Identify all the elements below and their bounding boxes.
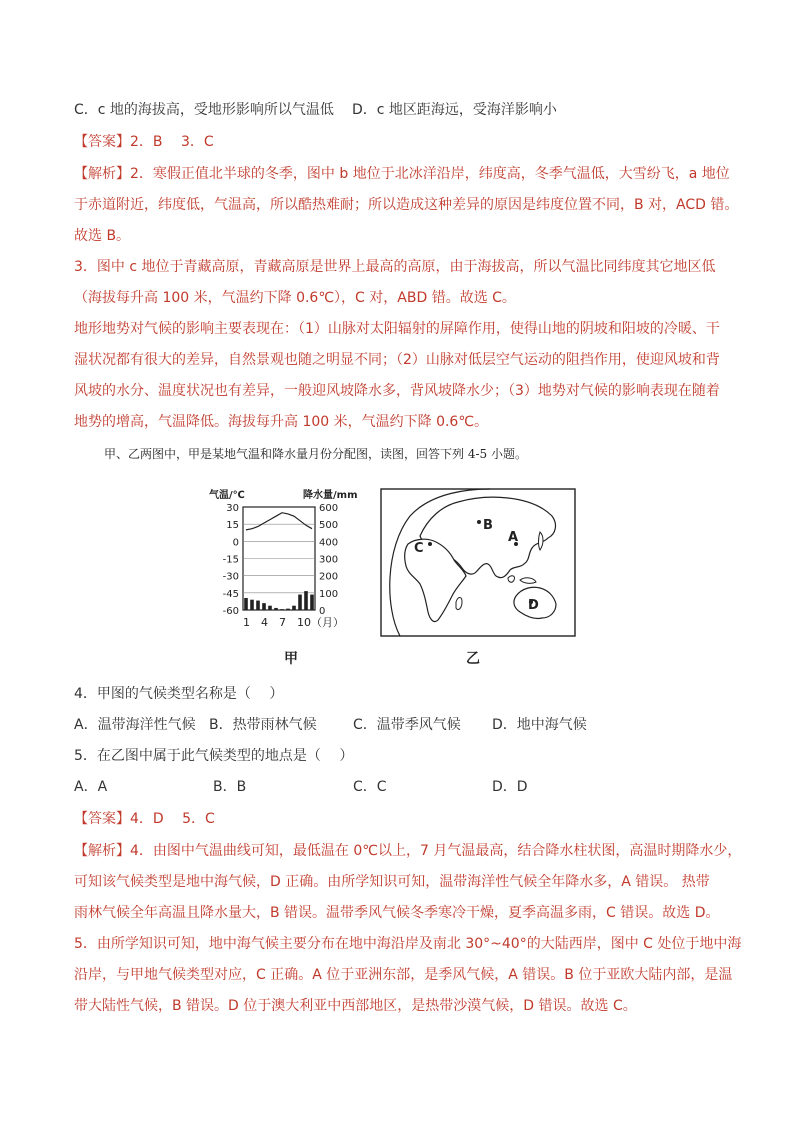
intro-text: 甲、乙两图中，甲是某地气温和降水量月份分配图，读图，回答下列 4-5 小题。 <box>104 447 527 461</box>
analysis-line-3: 故选 B。 <box>74 228 131 244</box>
analysis2-line-6: 带大陆性气候，B 错误。D 位于澳大利亚中西部地区，是热带沙漠气候，D 错误。故选 C。 <box>74 998 637 1014</box>
q3-option-d: D．c 地区距海远，受海洋影响小 <box>352 102 557 118</box>
precip-bar <box>244 598 248 610</box>
figure-b-caption: 乙 <box>466 651 480 667</box>
x-tick-labels <box>243 616 344 629</box>
q5-option-b: B．B <box>213 779 247 795</box>
point-a-label: A <box>508 530 519 545</box>
q4-option-a: A．温带海洋性气候 <box>74 717 196 733</box>
q5-option-c: C．C <box>353 779 387 795</box>
precip-bar <box>304 591 308 610</box>
point-d-label: D <box>528 598 539 613</box>
answer-4-5: 【答案】4．D 5．C <box>74 811 215 827</box>
analysis-line-1: 【解析】2．寒假正值北半球的冬季，图中 b 地位于北冰洋沿岸，纬度高，冬季气温低，大雪纷飞，a 地位 <box>74 166 730 182</box>
analysis-line-9: 地势的增高，气温降低。海拔每升高 100 米，气温约下降 0.6℃。 <box>74 414 489 430</box>
point-c-label: C <box>414 541 424 556</box>
precip-tick-label: 300 <box>319 554 339 566</box>
precip-axis-title: 降水量/mm <box>303 490 358 501</box>
precip-tick-label: 100 <box>319 588 339 600</box>
precip-bar <box>256 601 260 610</box>
q3-option-c: C．c 地的海拔高，受地形影响所以气温低 <box>74 102 334 118</box>
precip-bar <box>286 609 290 610</box>
figure-a-caption: 甲 <box>284 651 298 667</box>
q5-option-a: A．A <box>74 779 108 795</box>
temp-tick-label: 15 <box>226 520 239 532</box>
analysis2-line-2: 可知该气候类型是地中海气候，D 正确。由所学知识可知，温带海洋性气候全年降水多，A 错误。 热带 <box>74 874 710 890</box>
q4-option-b: B．热带雨林气候 <box>209 717 317 733</box>
analysis-line-6: 地形地势对气候的影响主要表现在：（1）山脉对太阳辐射的屏障作用，使得山地的阴坡和阳坡的冷暖、干 <box>74 321 720 337</box>
q4-option-c: C．温带季风气候 <box>353 717 461 733</box>
temp-tick-labels <box>223 503 239 617</box>
island-shape <box>508 576 515 582</box>
madagascar-shape <box>456 598 462 610</box>
analysis2-line-1: 【解析】4．由图中气温曲线可知，最低温在 0℃以上，7 月气温最高，结合降水柱状图，高温时期降水少， <box>74 843 742 859</box>
x-tick-label: 7 <box>279 616 286 629</box>
q5-stem: 5．在乙图中属于此气候类型的地点是（ ） <box>74 748 354 764</box>
analysis-line-4: 3．图中 c 地位于青藏高原，青藏高原是世界上最高的高原，由于海拔高，所以气温比同纬度其它地区低 <box>74 259 716 275</box>
temp-tick-label: 0 <box>232 537 239 549</box>
precip-bar <box>292 606 296 610</box>
temp-tick-label: -45 <box>222 588 239 600</box>
point-b-label: B <box>483 518 493 533</box>
precip-bar <box>280 609 284 610</box>
precip-tick-label: 500 <box>319 520 339 532</box>
precip-bar <box>268 606 272 610</box>
precip-bar <box>274 608 278 610</box>
x-tick-label: 10（月） <box>297 616 344 629</box>
precip-tick-label: 600 <box>319 503 339 514</box>
climate-chart <box>205 487 370 637</box>
precip-bars <box>244 591 314 610</box>
precip-bar <box>262 603 266 610</box>
point-b-dot <box>477 520 481 524</box>
precip-tick-label: 200 <box>319 571 339 583</box>
temp-tick-label: -15 <box>222 554 239 566</box>
world-map <box>380 488 576 638</box>
analysis-line-2: 于赤道附近，纬度低，气温高，所以酷热难耐；所以造成这种差异的原因是纬度位置不同，B 对，ACD 错。 <box>74 197 739 213</box>
temp-tick-label: -60 <box>222 606 239 617</box>
analysis2-line-4: 5．由所学知识可知，地中海气候主要分布在地中海沿岸及南北 30°~40°的大陆西岸，图中 C 处位于地中海 <box>74 936 742 952</box>
q4-option-d: D．地中海气候 <box>492 717 587 733</box>
precip-bar <box>310 595 314 610</box>
x-tick-label: 4 <box>261 616 268 629</box>
gridlines <box>243 524 315 593</box>
answer-2-3: 【答案】2．B 3．C <box>74 134 214 150</box>
analysis-line-7: 湿状况都有很大的差异，自然景观也随之明显不同；（2）山脉对低层空气运动的阻挡作用，使迎风坡和背 <box>74 352 720 368</box>
x-tick-label: 1 <box>243 616 250 629</box>
q4-stem: 4．甲图的气候类型名称是（ ） <box>74 686 284 702</box>
temp-tick-label: -30 <box>222 571 239 583</box>
q5-option-d: D．D <box>492 779 528 795</box>
analysis-line-8: 风坡的水分、温度状况也有差异，一般迎风坡降水多，背风坡降水少；（3）地势对气候的影响表现在随着 <box>74 383 720 399</box>
analysis-line-5: （海拔每升高 100 米，气温约下降 0.6℃），C 对，ABD 错。故选 C。 <box>74 290 516 306</box>
precip-bar <box>250 600 254 610</box>
precip-tick-labels <box>319 503 338 617</box>
precip-bar <box>298 595 302 610</box>
analysis2-line-5: 沿岸，与甲地气候类型对应，C 正确。A 位于亚洲东部，是季风气候，A 错误。B 位于亚欧大陆内部，是温 <box>74 967 733 983</box>
temp-curve <box>246 513 312 530</box>
temp-tick-label: 30 <box>226 503 239 514</box>
precip-tick-label: 400 <box>319 537 339 549</box>
temp-axis-title: 气温/℃ <box>209 490 245 501</box>
analysis2-line-3: 雨林气候全年高温且降水量大，B 错误。温带季风气候冬季寒冷干燥，夏季高温多雨，C 错误。故选 D。 <box>74 905 720 921</box>
point-c-dot <box>428 542 432 546</box>
precip-tick-label: 0 <box>319 606 326 617</box>
